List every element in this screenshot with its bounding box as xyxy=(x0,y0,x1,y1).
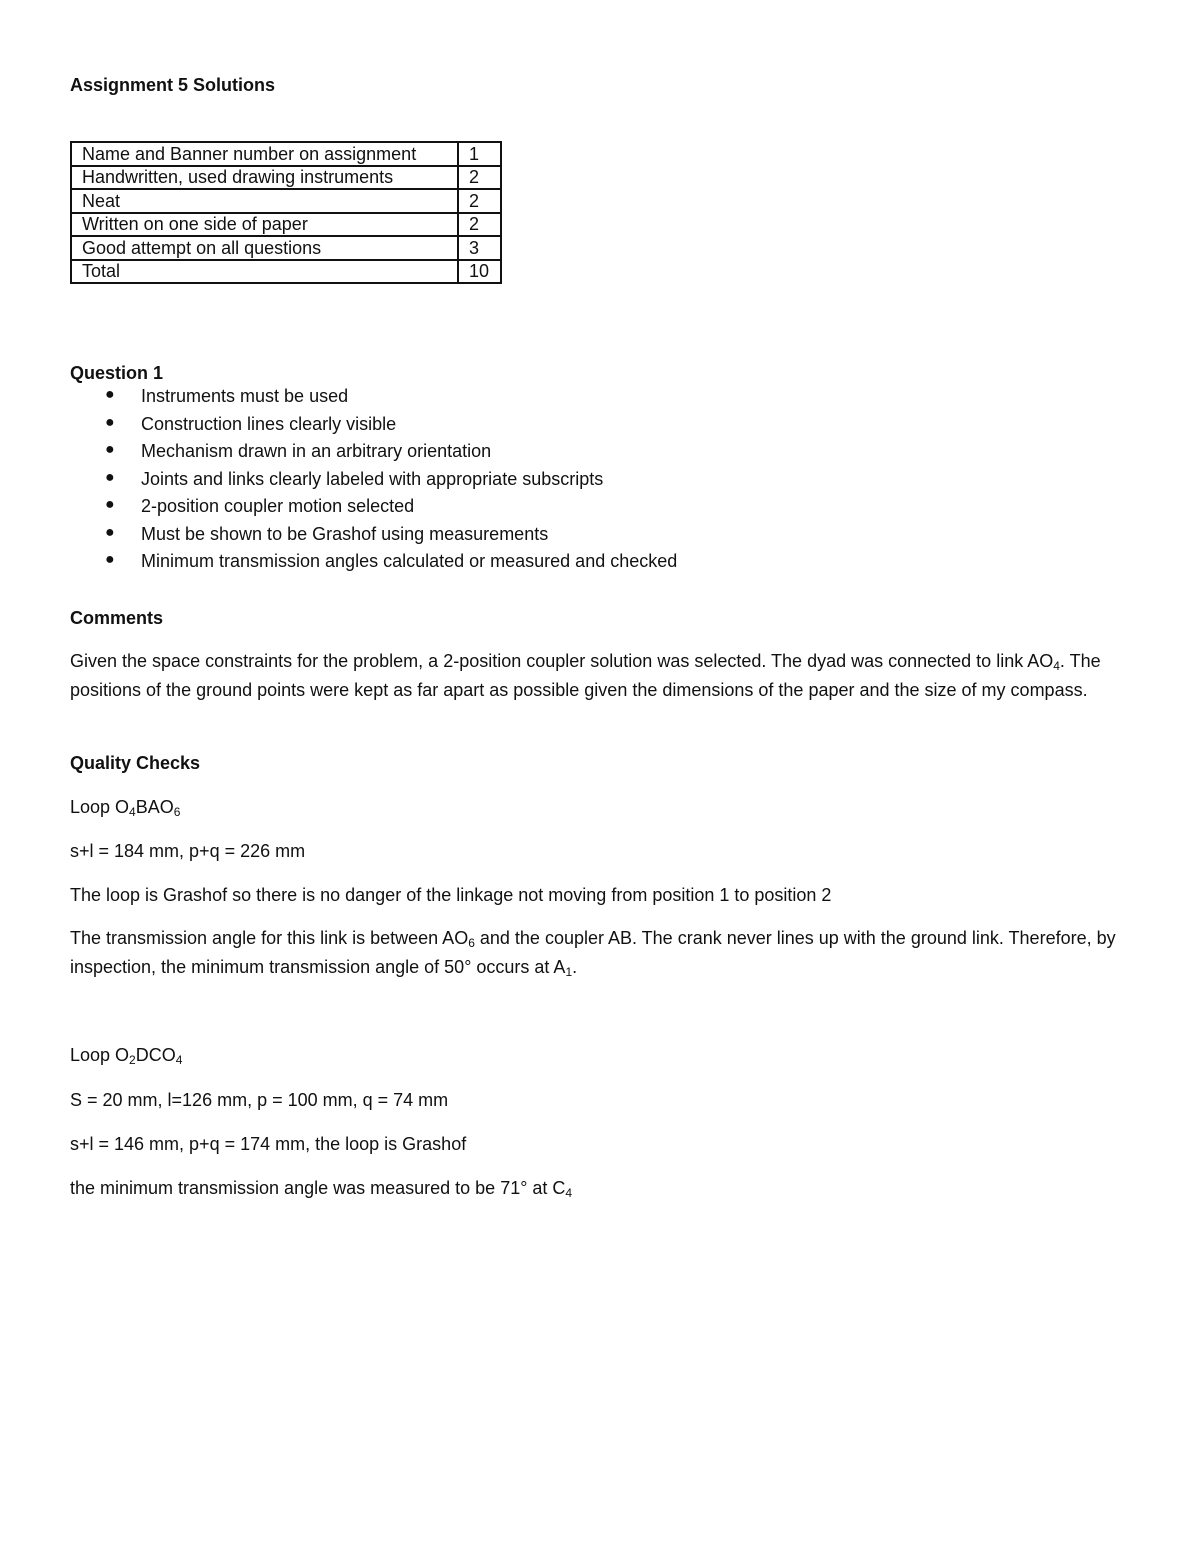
loop2-grashof-line: s+l = 146 mm, p+q = 174 mm, the loop is Grashof xyxy=(70,1134,467,1154)
question1-heading: Question 1 xyxy=(70,363,164,383)
rubric-criterion: Good attempt on all questions xyxy=(71,236,458,260)
rubric-criterion: Name and Banner number on assignment xyxy=(71,142,458,166)
list-item: ● Construction lines clearly visible xyxy=(105,413,397,434)
rubric-points: 2 xyxy=(458,166,501,190)
loop2-dimensions-line: S = 20 mm, l=126 mm, p = 100 mm, q = 74 mm xyxy=(70,1090,449,1110)
loop1-sum-line: s+l = 184 mm, p+q = 226 mm xyxy=(70,841,306,861)
loop1-grashof-line: The loop is Grashof so there is no danger of the linkage not moving from position 1 to position 2 xyxy=(70,885,832,905)
table-row xyxy=(71,166,501,190)
rubric-points: 2 xyxy=(458,213,501,237)
bullet-icon: ● xyxy=(105,496,115,513)
list-item: ● Mechanism drawn in an arbitrary orientation xyxy=(105,441,492,461)
bullet-icon: ● xyxy=(105,413,115,431)
bullet-icon: ● xyxy=(105,386,115,403)
rubric-criterion: Neat xyxy=(71,189,458,213)
rubric-points: 10 xyxy=(458,260,501,284)
table-row xyxy=(71,142,501,166)
rubric-criterion: Handwritten, used drawing instruments xyxy=(71,166,458,190)
table-row xyxy=(71,189,501,213)
comments-paragraph: Given the space constraints for the problem, a 2-position coupler solution was selected. The dyad was connected to link $AO_4$. The positions of the ground points were kept as far apart as possible given the dimensions of the paper and the size of my compass. xyxy=(70,651,1101,700)
rubric-points: 2 xyxy=(458,189,501,213)
list-item: ● Instruments must be used xyxy=(105,386,349,406)
bullet-icon: ● xyxy=(105,441,115,458)
bullet-icon: ● xyxy=(105,468,115,486)
quality-checks-heading: Quality Checks xyxy=(70,753,201,773)
bullet-icon: ● xyxy=(105,551,115,568)
list-item: ● 2-position coupler motion selected xyxy=(105,496,415,516)
question1-bullet-list xyxy=(70,387,677,580)
list-item: ● Joints and links clearly labeled with appropriate subscripts xyxy=(105,468,604,489)
list-item: ● Minimum transmission angles calculated or measured and checked xyxy=(105,551,678,571)
loop2-label: Loop $O_2DCO_4$ xyxy=(70,1045,183,1067)
table-row xyxy=(71,260,501,284)
rubric-points: 3 xyxy=(458,236,501,260)
rubric-points: 1 xyxy=(458,142,501,166)
rubric-criterion: Written on one side of paper xyxy=(71,213,458,237)
loop2-transmission-line: the minimum transmission angle was measured to be 71° at $C_4$ xyxy=(70,1178,573,1200)
table-row xyxy=(71,213,501,237)
loop1-label: Loop $O_4BAO_6$ xyxy=(70,797,181,819)
comments-heading: Comments xyxy=(70,608,164,628)
rubric-criterion: Total xyxy=(71,260,458,284)
page-title: Assignment 5 Solutions xyxy=(70,75,276,95)
loop1-transmission-paragraph: The transmission angle for this link is between $AO_6$ and the coupler AB. The crank never lines up with the ground link. Therefore, by inspection, the minimum transmission angle of 50° occurs at $A_1$. xyxy=(70,928,1116,979)
list-item: ● Must be shown to be Grashof using measurements xyxy=(105,523,549,544)
bullet-icon: ● xyxy=(105,523,115,541)
table-row xyxy=(71,236,501,260)
rubric-table xyxy=(70,141,502,284)
